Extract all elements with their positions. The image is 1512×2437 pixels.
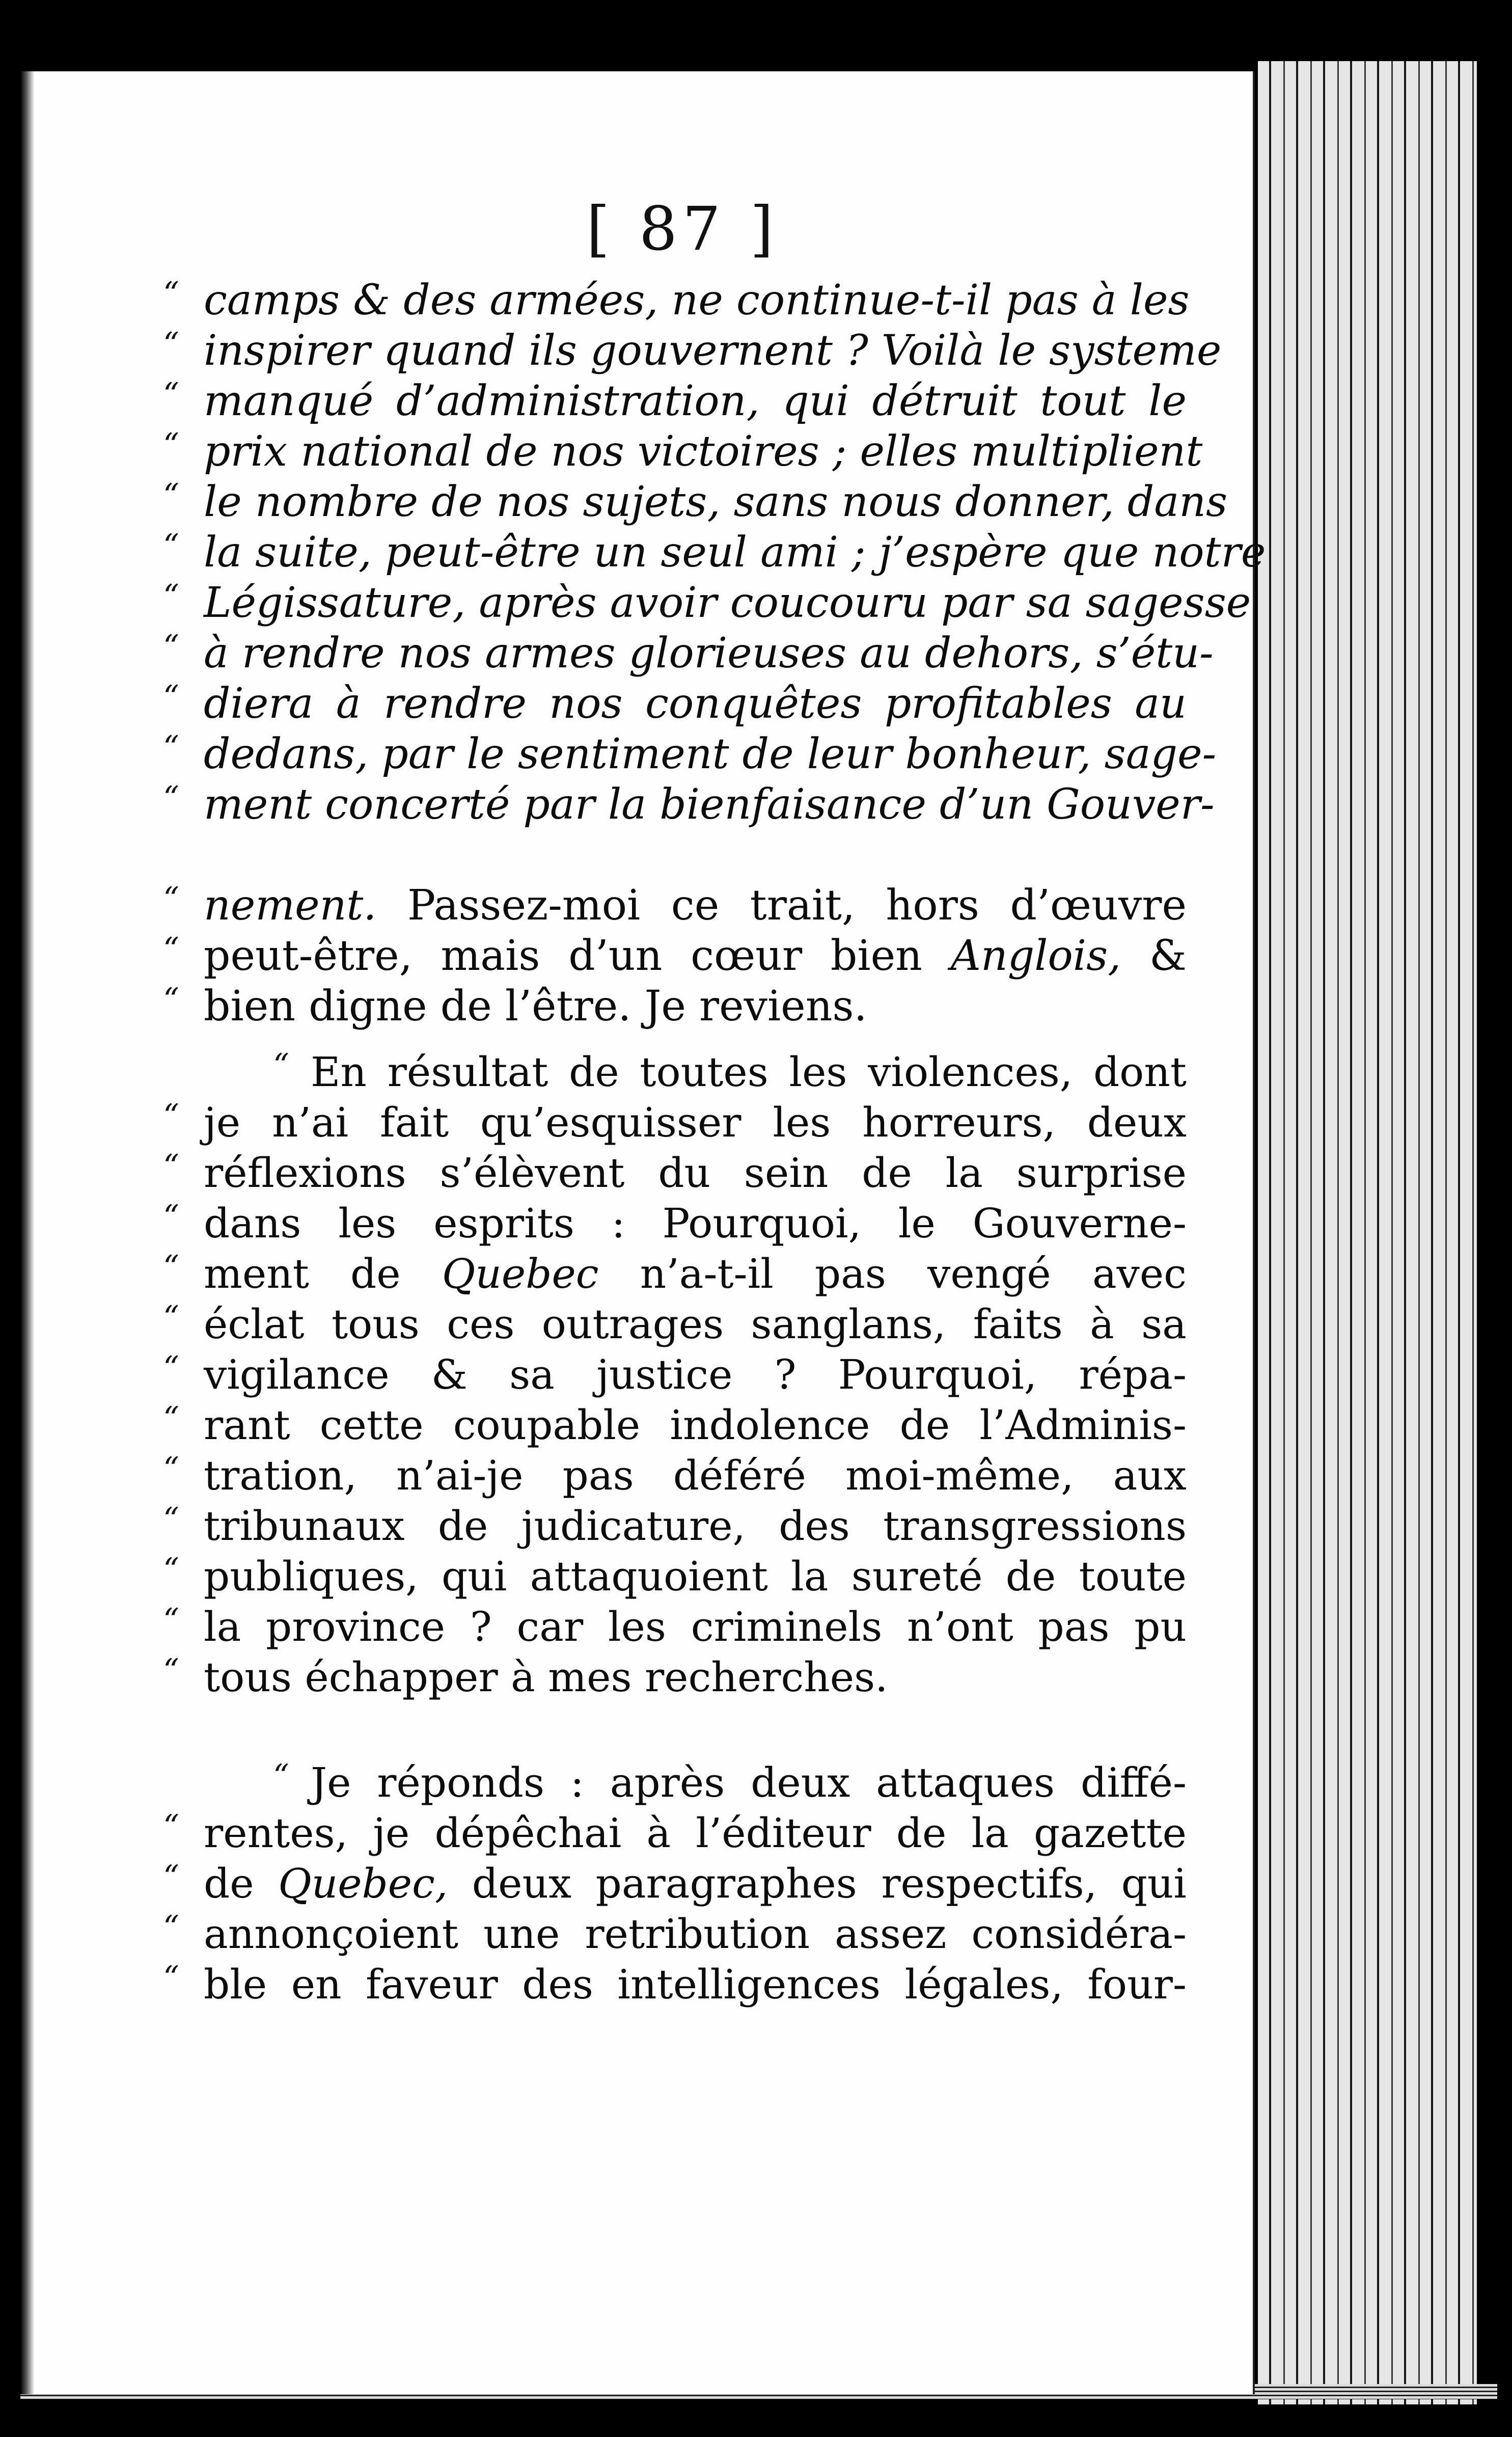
text-line — [163, 527, 1266, 578]
quote-mark: “ — [163, 628, 179, 665]
line-text: de — [204, 1860, 279, 1907]
quote-mark: “ — [163, 981, 179, 1018]
line-text: à rendre nos armes glorieuses au dehors, s’étu- — [204, 629, 1214, 678]
text-line — [163, 1198, 1187, 1249]
quote-mark: “ — [163, 728, 179, 766]
page-number: [ 87 ] — [586, 194, 779, 264]
line-text: la suite, peut-être un seul ami ; j’espère que notre — [204, 528, 1266, 577]
quote-mark: “ — [163, 1198, 179, 1235]
line-text: ment concerté par la bienfaisance d’un Gouver- — [204, 780, 1215, 829]
text-line — [163, 1908, 1187, 1959]
quote-mark: “ — [163, 1500, 179, 1537]
line-text: annonçoient une retribution assez considéra- — [204, 1910, 1187, 1958]
quote-mark: “ — [163, 1959, 179, 1996]
text-line — [163, 1147, 1187, 1198]
text-line — [163, 981, 1187, 1032]
text-line — [163, 728, 1217, 779]
line-text: réflexions s’élèvent du sein de la surprise — [204, 1149, 1187, 1197]
text-line — [163, 880, 1187, 931]
quote-mark: “ — [163, 1858, 179, 1895]
text-line — [163, 1248, 1187, 1299]
book-fore-edge — [1258, 61, 1497, 2404]
paragraph-1-italic — [163, 275, 1266, 830]
quote-mark: “ — [273, 1046, 289, 1084]
line-text: tous échapper à mes recherches. — [204, 1654, 888, 1701]
quote-mark: “ — [163, 325, 179, 362]
line-text: éclat tous ces outrages sanglans, faits à sa — [204, 1301, 1187, 1348]
text-line — [163, 426, 1203, 477]
quote-mark: “ — [163, 678, 179, 715]
line-text: publiques, qui attaquoient la sureté de toute — [204, 1553, 1187, 1600]
quote-mark: “ — [163, 1097, 179, 1134]
line-text: dedans, par le sentiment de leur bonheur, sage- — [204, 730, 1217, 778]
text-line — [163, 678, 1187, 729]
quote-mark: “ — [163, 1349, 179, 1386]
quote-mark: “ — [163, 375, 179, 413]
line-text: tration, n’ai-je pas déféré moi-même, aux — [204, 1452, 1187, 1499]
quote-mark: “ — [163, 1450, 179, 1487]
text-line — [163, 1807, 1187, 1858]
quote-mark: “ — [163, 577, 179, 614]
line-text: rentes, je dépêchai à l’éditeur de la gazette — [204, 1809, 1187, 1857]
line-text: Passez-moi ce trait, hors d’œuvre — [376, 881, 1187, 930]
quote-mark: “ — [163, 930, 179, 967]
quote-mark: “ — [163, 1651, 179, 1689]
paragraph-2 — [163, 1046, 1187, 1702]
quote-mark: “ — [163, 1807, 179, 1845]
quote-mark: “ — [163, 527, 179, 564]
quote-mark: “ — [163, 275, 179, 312]
line-text: Je réponds : après deux attaques diffé- — [311, 1759, 1187, 1806]
line-text: manqué d’administration, qui détruit tout le — [204, 377, 1187, 425]
quote-mark: “ — [163, 1908, 179, 1945]
text-line — [163, 1959, 1187, 2010]
text-line — [163, 1097, 1187, 1148]
quote-mark: “ — [273, 1757, 289, 1794]
line-text: Légissature, après avoir coucouru par sa sagesse — [204, 579, 1251, 627]
text-line — [163, 275, 1190, 326]
line-text: diera à rendre nos conquêtes profitables au — [204, 680, 1187, 728]
text-line — [163, 779, 1215, 830]
line-text-italic: Quebec — [442, 1250, 599, 1297]
line-text: camps & des armées, ne continue-t-il pas à les — [204, 276, 1190, 324]
line-text: rant cette coupable indolence de l’Adminis- — [204, 1401, 1187, 1449]
text-line — [163, 375, 1187, 426]
line-text: ble en faveur des intelligences légales, four- — [204, 1961, 1187, 2008]
line-text: peut-être, mais d’un cœur bien — [204, 932, 951, 980]
text-line — [163, 476, 1228, 527]
line-text: n’a-t-il pas vengé avec — [598, 1250, 1187, 1297]
line-text: En résultat de toutes les violences, dont — [311, 1048, 1187, 1096]
line-text: & — [1121, 932, 1187, 980]
line-text: ment de — [204, 1250, 442, 1297]
text-line — [163, 1651, 1187, 1702]
text-line — [204, 1047, 1187, 1097]
quote-mark: “ — [163, 1601, 179, 1638]
line-text: inspirer quand ils gouvernent ? Voilà le systeme — [204, 327, 1222, 375]
line-text: deux paragraphes respectifs, qui — [448, 1860, 1187, 1907]
text-line — [163, 325, 1222, 376]
line-text: tribunaux de judicature, des transgressions — [204, 1502, 1187, 1550]
text-line — [163, 1858, 1187, 1909]
line-text-italic: Anglois, — [950, 932, 1121, 980]
text-line — [163, 1298, 1187, 1349]
line-text: dans les esprits : Pourquoi, le Gouverne- — [204, 1200, 1187, 1247]
line-text: bien digne de l’être. Je reviens. — [204, 982, 867, 1031]
text-line — [163, 1450, 1187, 1501]
quote-mark: “ — [163, 1399, 179, 1437]
quote-mark: “ — [163, 1147, 179, 1184]
text-line — [163, 1349, 1187, 1400]
quote-mark: “ — [163, 1551, 179, 1588]
quote-mark: “ — [163, 476, 179, 513]
line-text: prix national de nos victoires ; elles multiplient — [204, 427, 1203, 476]
quote-mark: “ — [163, 779, 179, 816]
text-line — [163, 628, 1214, 679]
line-text: vigilance & sa justice ? Pourquoi, répa- — [204, 1351, 1187, 1398]
text-line — [163, 1399, 1187, 1450]
line-text: la province ? car les criminels n’ont pas pu — [204, 1603, 1187, 1650]
text-line — [204, 1757, 1187, 1808]
paragraph-1-end — [163, 880, 1187, 1032]
text-line — [163, 930, 1187, 981]
text-line — [163, 577, 1251, 628]
line-text: le nombre de nos sujets, sans nous donner, dans — [204, 478, 1228, 526]
quote-mark: “ — [163, 880, 179, 917]
quote-mark: “ — [163, 1298, 179, 1336]
line-text-italic: Quebec, — [278, 1860, 448, 1907]
line-text-italic: nement. — [204, 881, 377, 930]
paragraph-3 — [163, 1757, 1187, 2010]
quote-mark: “ — [163, 1248, 179, 1285]
text-line — [163, 1500, 1187, 1551]
text-line — [163, 1551, 1187, 1602]
quote-mark: “ — [163, 426, 179, 463]
line-text: je n’ai fait qu’esquisser les horreurs, deux — [204, 1099, 1187, 1146]
text-line — [163, 1601, 1187, 1652]
